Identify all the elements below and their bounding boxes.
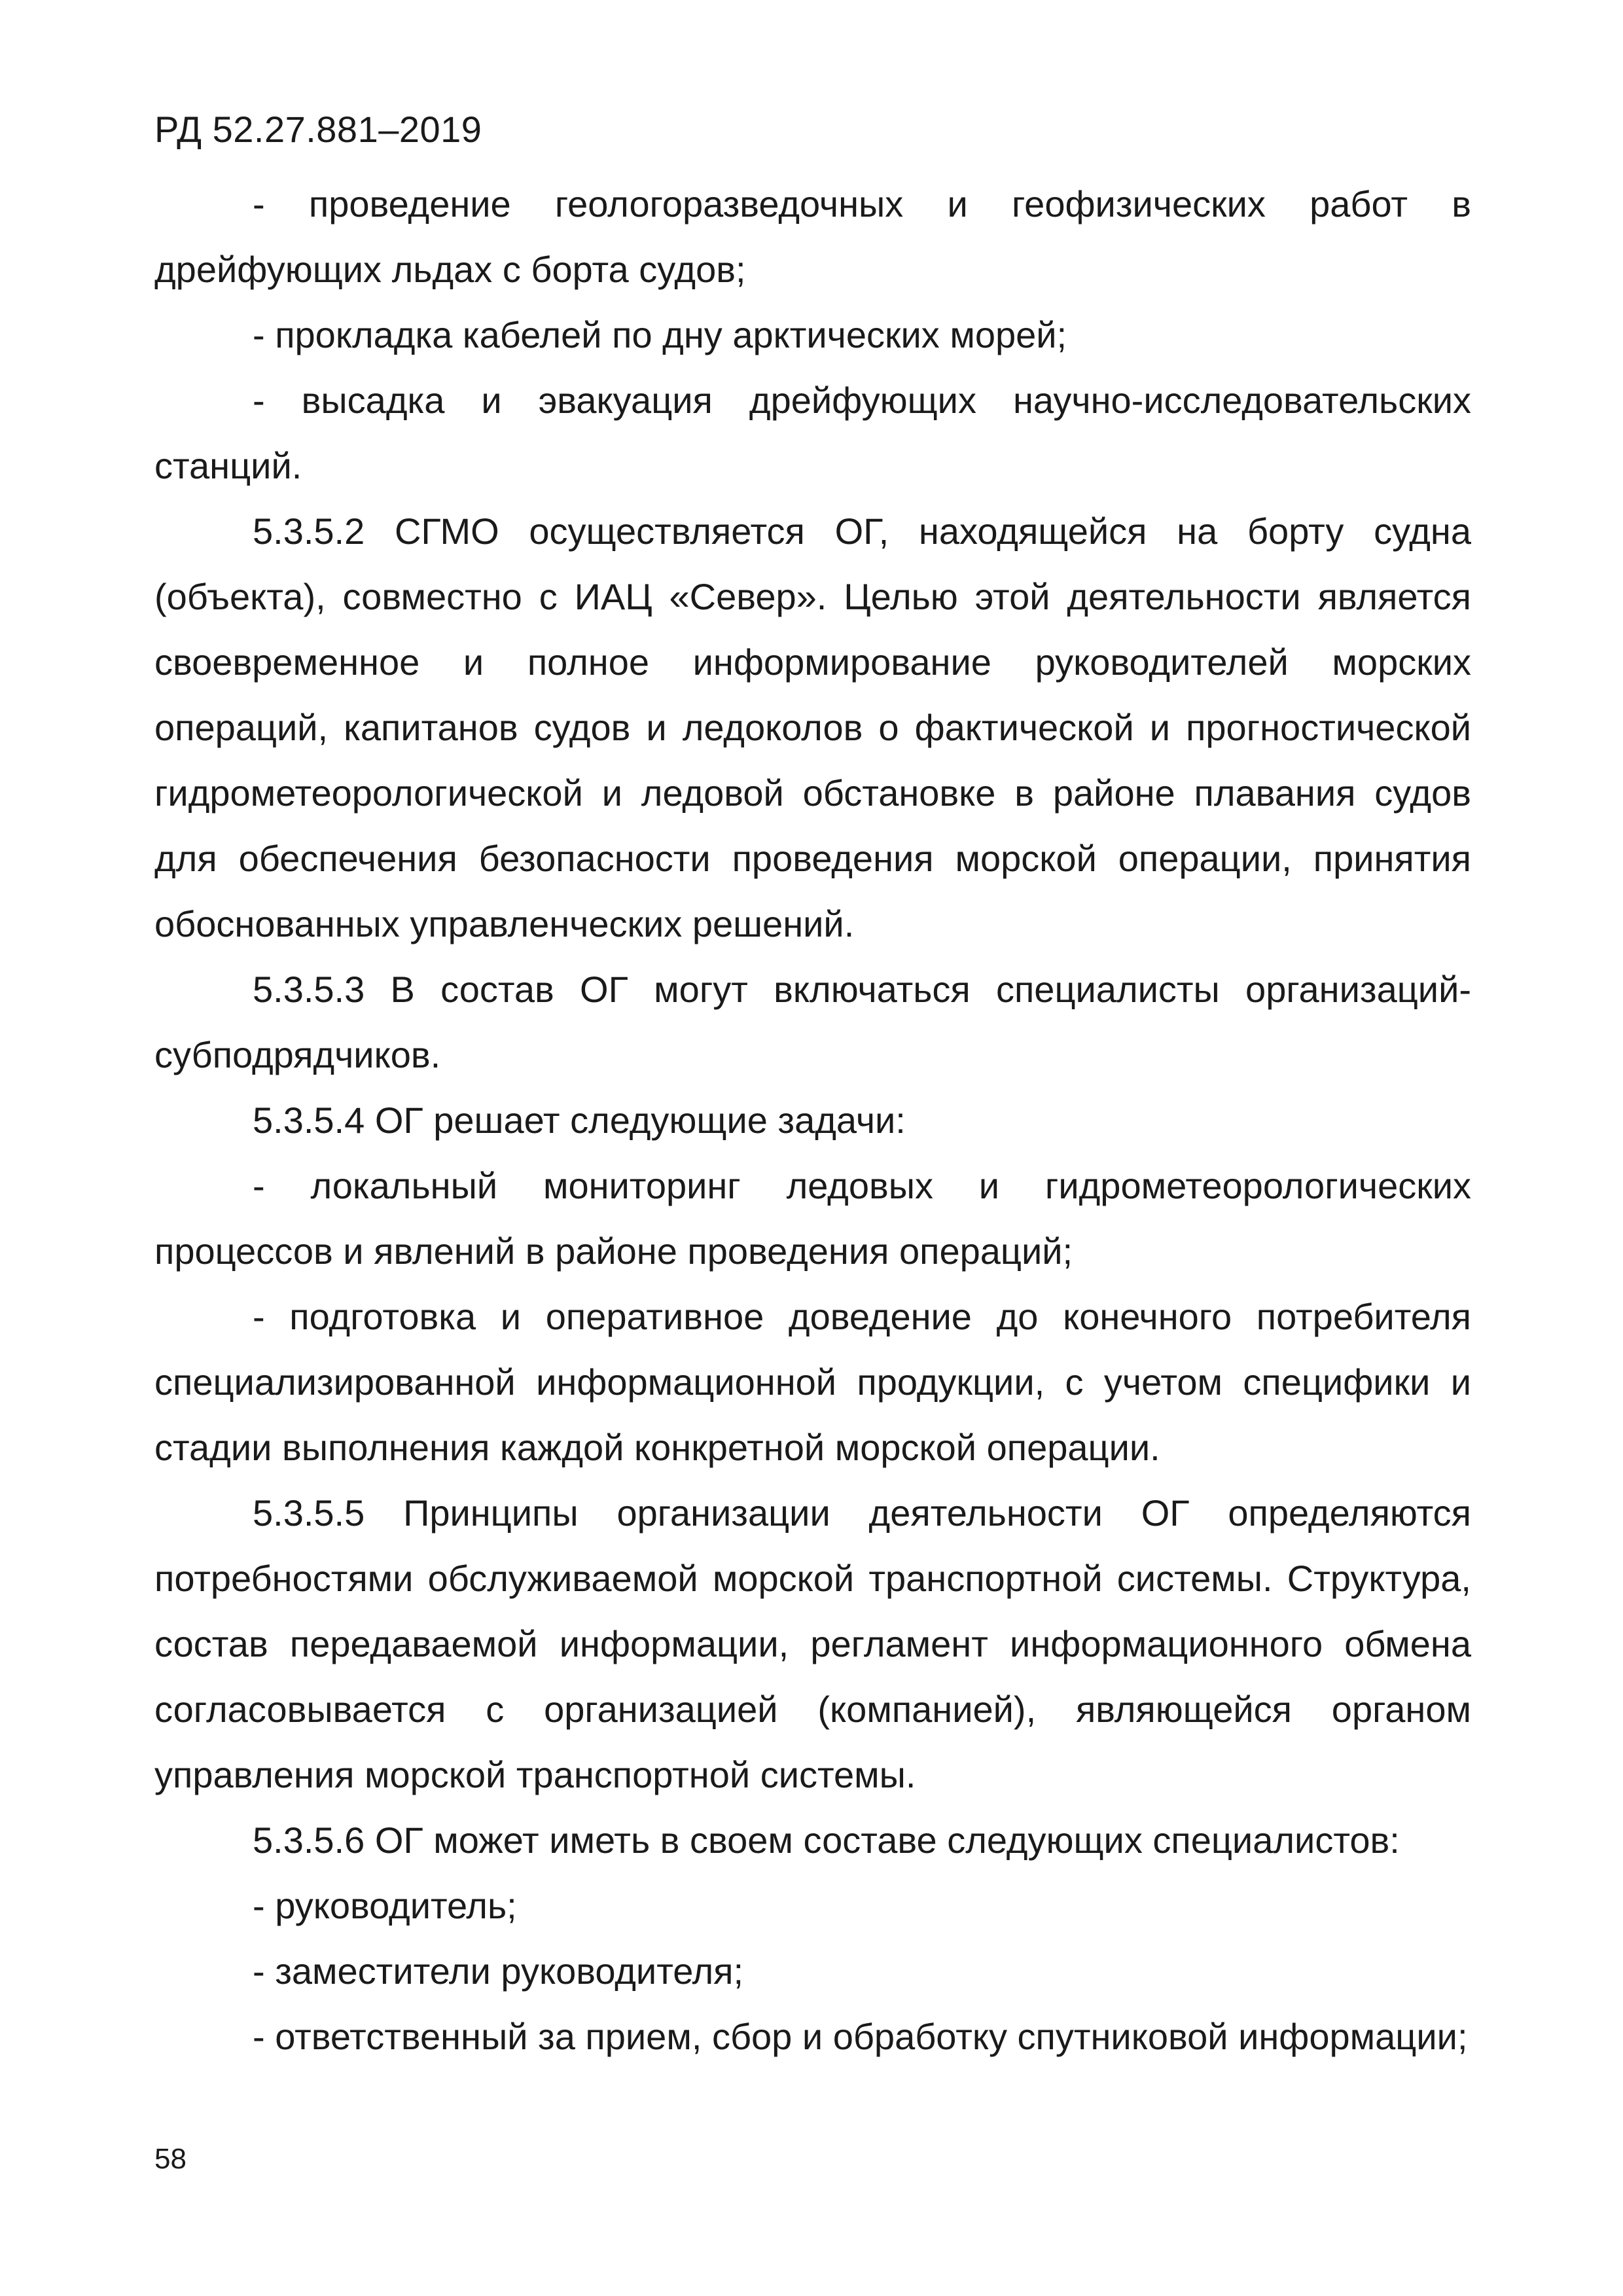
list-item-satellite-info-officer: - ответственный за прием, сбор и обработку спутниковой информации; (253, 2016, 1468, 2057)
list-item-head: - руководитель; (253, 1885, 517, 1926)
document-body (154, 171, 1471, 2070)
page-number: 58 (154, 2143, 187, 2175)
clause-5-3-5-2: 5.3.5.2 СГМО осуществляется ОГ, находящейся на борту судна (объекта), совместно с ИАЦ «Север». Целью этой деятельности является своевременное и полное информирование руководителей морских операций, капитанов судов и ледоколов о фактической и прогностической гидрометеорологической и ледовой обстановке в районе плавания судов для обеспечения безопасности проведения морской операции, принятия обоснованных управленческих решений. (154, 511, 1471, 944)
list-item-information-delivery: - подготовка и оперативное доведение до конечного потребителя специализированной информационной продукции, с учетом специфики и стадии выполнения каждой конкретной морской операции. (154, 1296, 1471, 1468)
clause-5-3-5-5: 5.3.5.5 Принципы организации деятельности ОГ определяются потребностями обслуживаемой морской транспортной системы. Структура, состав передаваемой информации, регламент информационного обмена согласовывается с организацией (компанией), являющейся органом управления морской транспортной системы. (154, 1492, 1471, 1795)
list-item-geological-works: - проведение геологоразведочных и геофизических работ в дрейфующих льдах с борта судов; (154, 183, 1471, 290)
clause-5-3-5-4: 5.3.5.4 ОГ решает следующие задачи: (253, 1100, 906, 1141)
list-item-deputy-heads: - заместители руководителя; (253, 1950, 744, 1992)
clause-5-3-5-3: 5.3.5.3 В состав ОГ могут включаться специалисты организаций-субподрядчиков. (154, 969, 1471, 1075)
document-code-header: РД 52.27.881–2019 (154, 109, 482, 150)
list-item-local-monitoring: - локальный мониторинг ледовых и гидрометеорологических процессов и явлений в районе проведения операций; (154, 1165, 1471, 1272)
clause-5-3-5-6: 5.3.5.6 ОГ может иметь в своем составе следующих специалистов: (253, 1820, 1400, 1861)
list-item-cable-laying: - прокладка кабелей по дну арктических морей; (253, 314, 1067, 355)
list-item-station-landing: - высадка и эвакуация дрейфующих научно-исследовательских станций. (154, 380, 1471, 486)
